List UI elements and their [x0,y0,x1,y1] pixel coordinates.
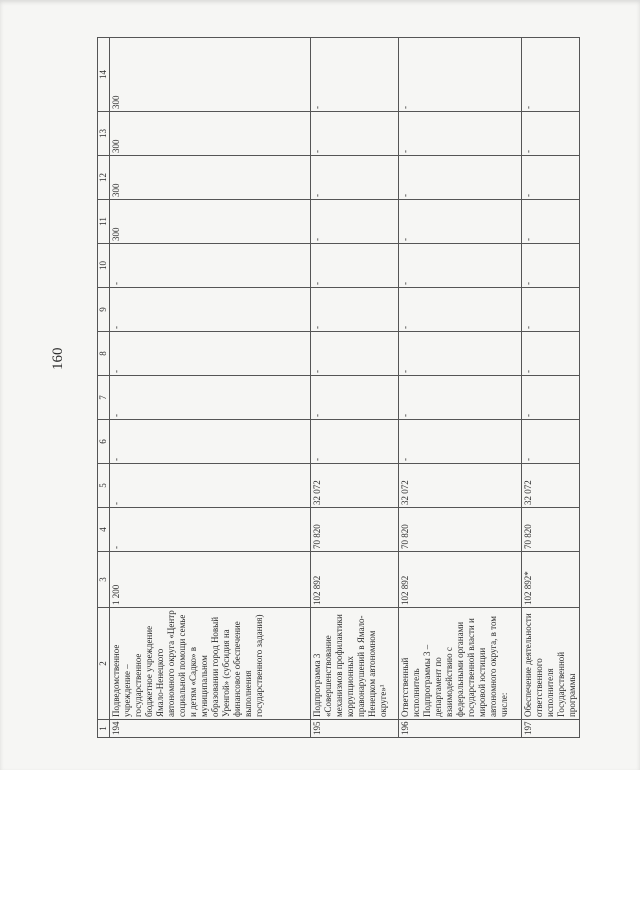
page-number: 160 [50,347,66,370]
table-cell: 300 [110,200,311,244]
col-header: 12 [98,156,110,200]
col-header: 13 [98,112,110,156]
row-id: 197 [522,720,580,738]
table-cell: 70 820 [311,508,399,552]
table-cell: - [311,244,399,288]
row-name: Обеспечение деятельности ответственного исполнителя Государственной программы [522,608,580,720]
table-cell: - [311,376,399,420]
table-cell: - [399,332,522,376]
table-cell: - [522,244,580,288]
table-cell: - [399,420,522,464]
table-cell: - [399,38,522,112]
col-header: 10 [98,244,110,288]
table-row [311,38,399,738]
table-cell: 70 820 [399,508,522,552]
table-cell: 300 [110,156,311,200]
table-cell: - [311,332,399,376]
row-id: 195 [311,720,399,738]
table-cell: 32 072 [399,464,522,508]
rotated-table-wrapper [97,38,577,738]
row-name: Подпрограмма 3 «Совершенствование механизмов профилактики коррупционных правонарушений в Ямало-Ненецком автономном округе»¹ [311,608,399,720]
table-cell: - [110,420,311,464]
table-cell: - [311,112,399,156]
table-cell: - [522,332,580,376]
table-cell: - [522,376,580,420]
col-header: 6 [98,420,110,464]
col-header: 3 [98,552,110,608]
table-cell: - [110,376,311,420]
table-cell: - [399,288,522,332]
col-header: 4 [98,508,110,552]
col-header: 9 [98,288,110,332]
table-row [399,38,522,738]
table-cell: 300 [110,38,311,112]
col-header: 8 [98,332,110,376]
col-header: 14 [98,38,110,112]
table-row [110,38,311,738]
table-cell: - [522,420,580,464]
table-cell: - [522,200,580,244]
table-cell: - [399,376,522,420]
table-cell: 102 892 [399,552,522,608]
table-cell: - [522,288,580,332]
table-cell: - [522,156,580,200]
table-cell: - [311,156,399,200]
table-cell: - [110,244,311,288]
col-header: 5 [98,464,110,508]
col-header: 2 [98,608,110,720]
table-cell: - [110,508,311,552]
row-name: Ответственный исполнитель Подпрограммы 3 – департамент по взаимодействию с федеральными органами государственной власти и мировой юстиции автономного округа, в том числе: [399,608,522,720]
table-cell: 102 892 [311,552,399,608]
table-cell: - [311,38,399,112]
table-cell: - [311,288,399,332]
table-cell: - [311,200,399,244]
table-cell: - [399,244,522,288]
table-cell: - [399,156,522,200]
table-cell: 1 200 [110,552,311,608]
table-cell: 70 820 [522,508,580,552]
col-header: 7 [98,376,110,420]
table-cell: - [522,112,580,156]
table-cell: 300 [110,112,311,156]
row-name: Подведомственное учреждение – государственное бюджетное учреждение Ямало-Ненецкого автономного округа «Центр социальной помощи семье и детям «Садко» в муниципальном образовании город Новый Уренгой» (субсидия на финансовое обеспечение выполнения государственного задания) [110,608,311,720]
col-header: 1 [98,720,110,738]
budget-table [97,37,580,738]
col-header: 11 [98,200,110,244]
table-cell: - [110,288,311,332]
table-cell: - [110,332,311,376]
table-cell: - [522,38,580,112]
table-cell: - [311,420,399,464]
table-cell: 32 072 [522,464,580,508]
table-cell: 102 892* [522,552,580,608]
table-row [522,38,580,738]
table-cell: - [399,200,522,244]
table-cell: - [110,464,311,508]
table-cell: - [399,112,522,156]
row-id: 196 [399,720,522,738]
row-id: 194 [110,720,311,738]
table-cell: 32 072 [311,464,399,508]
header-row [98,38,110,738]
